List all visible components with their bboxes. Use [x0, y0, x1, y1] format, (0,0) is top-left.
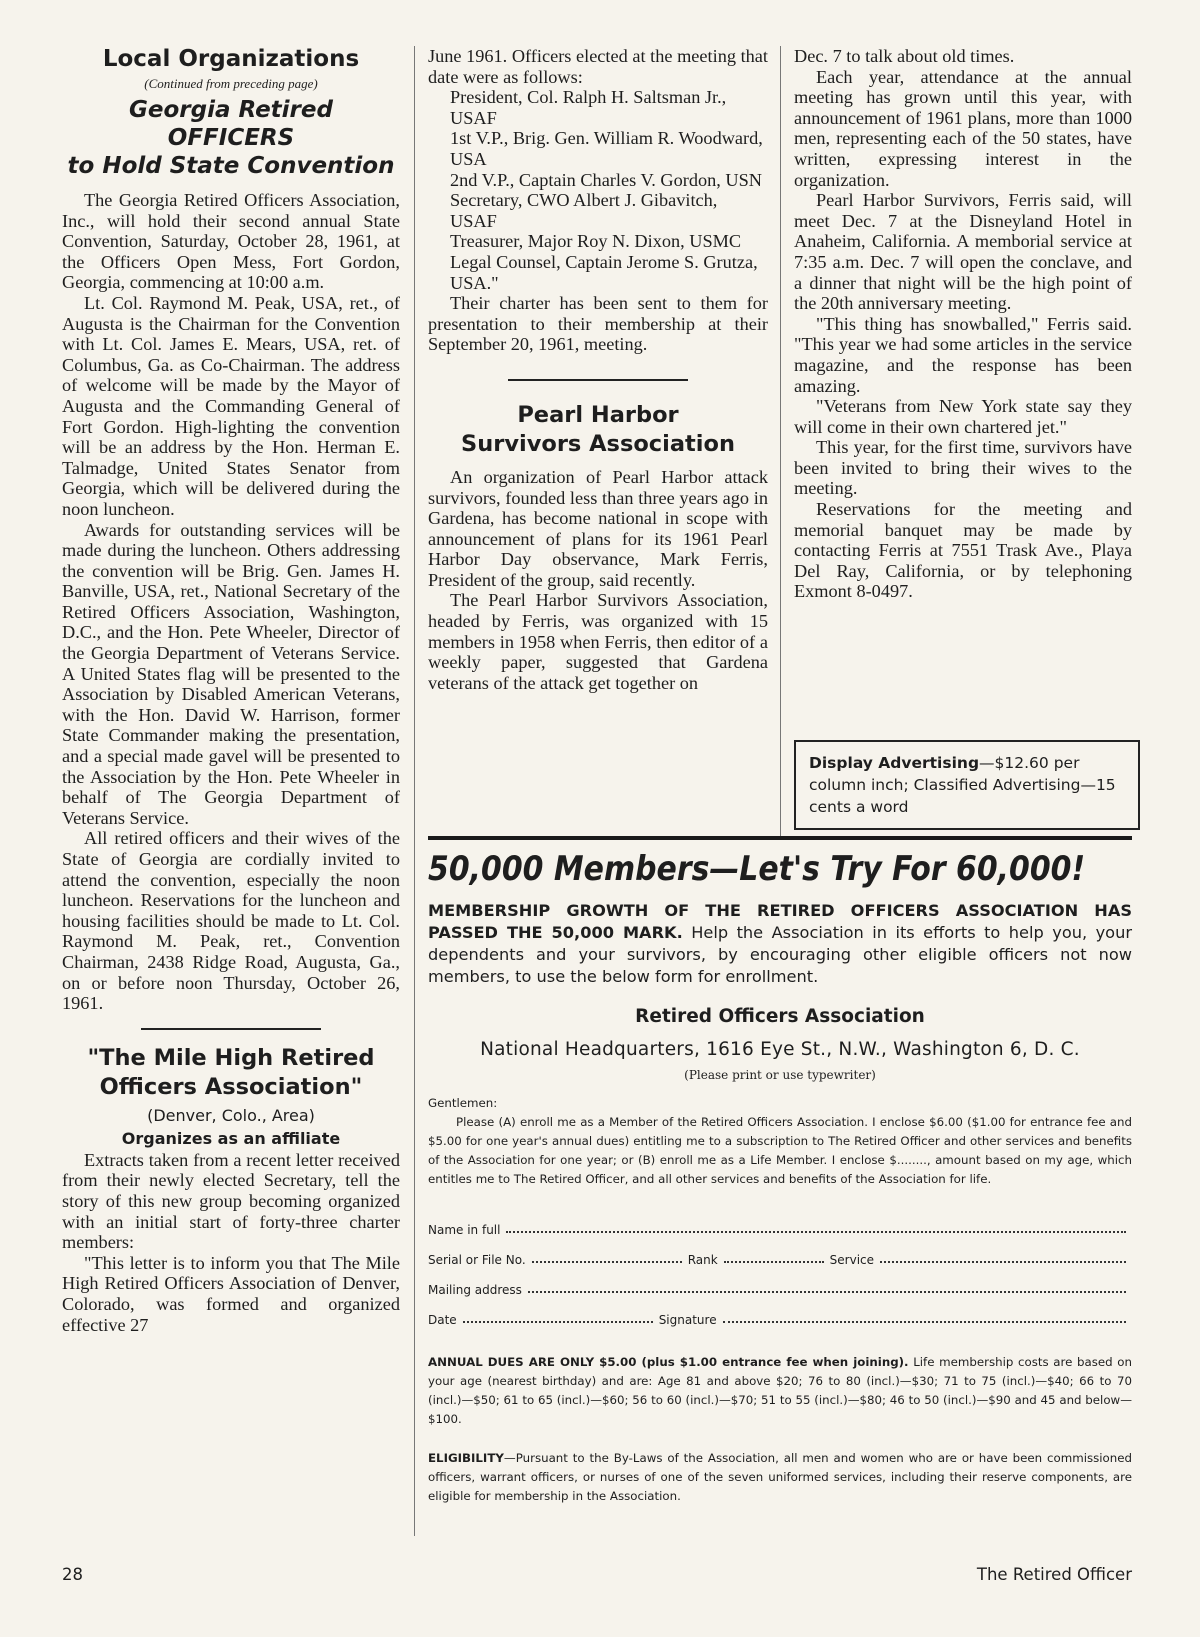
paragraph: Pearl Harbor Survivors, Ferris said, will meet Dec. 7 at the Disneyland Hotel in Anaheim, California. A memborial service at 7:35 a.m. Dec. 7 will open the conclave, and a dinner that night will be the high point of the 20th anniversary meeting. — [794, 190, 1132, 314]
serial-rank-service-row — [428, 1237, 1132, 1267]
divider — [508, 379, 688, 381]
serial-field-label: Serial or File No. — [428, 1253, 526, 1267]
paragraph: Awards for outstanding services will be made during the luncheon. Others addressing the convention will be Brig. Gen. James H. Banville, USA, ret., National Secretary of the Retired Officers Association, Washington, D.C., and the Hon. Pete Wheeler, Director of the Georgia Department of Veterans Service. A United States flag will be presented to the Association by Disabled American Veterans, with the Hon. David W. Harrison, former State Commander making the presentation, and a special made gavel will be presented to the Association by the Hon. Pete Wheeler in behalf of The Georgia Department of Veterans Service. — [62, 519, 400, 828]
page-number: 28 — [62, 1565, 83, 1584]
date-signature-row — [428, 1297, 1132, 1327]
headquarters-address: National Headquarters, 1616 Eye St., N.W., Washington 6, D. C. — [480, 1039, 1080, 1060]
column-right — [794, 46, 1132, 602]
membership-promo — [428, 848, 1132, 1506]
date-field[interactable] — [463, 1321, 653, 1323]
serial-field[interactable] — [532, 1261, 682, 1263]
paragraph: Extracts taken from a recent letter received from their newly elected Secretary, tell the story of this new group becoming organized with an initial start of forty-three charter members: — [62, 1149, 400, 1253]
paragraph: "Veterans from New York state say they will come in their own chartered jet." — [794, 396, 1132, 437]
print-note: (Please print or use typewriter) — [684, 1068, 876, 1082]
section-title: Local Organizations — [102, 46, 360, 72]
promo-headline: 50,000 Members—Let's Try For 60,000! — [428, 849, 1086, 889]
officer-entry: 1st V.P., Brig. Gen. William R. Woodward, USA — [450, 128, 763, 169]
service-field[interactable] — [880, 1261, 1126, 1263]
article-subtitle: (Denver, Colo., Area) — [147, 1105, 315, 1125]
paragraph: Each year, attendance at the annual meeting has grown until this year, with announcement of 1961 plans, more than 1000 men, representing each of the 50 states, have written, expressing interest in the organization. — [794, 66, 1132, 190]
signature-field[interactable] — [723, 1321, 1126, 1323]
service-field-label: Service — [829, 1253, 875, 1267]
paragraph: "This letter is to inform you that The Mile High Retired Officers Association of Denver, Colorado, was formed and organized effective 27 — [62, 1252, 400, 1335]
continued-note: (Continued from preceding page) — [144, 76, 318, 91]
column-left — [62, 46, 400, 1335]
salutation: Gentlemen: — [428, 1096, 498, 1110]
column-rule-left — [414, 46, 415, 1536]
ad-text: —$12.60 per column inch; Classified Advertising—15 cents a word — [809, 754, 1116, 816]
signature-field-label: Signature — [658, 1313, 717, 1327]
article-title-mile-high: "The Mile High Retired Officers Association" — [87, 1044, 375, 1100]
date-field-label: Date — [428, 1313, 457, 1327]
paragraph: All retired officers and their wives of the State of Georgia are cordially invited to attend the convention, especially the noon luncheon. Reservations for the luncheon and housing facilities should be made to Lt. Col. Raymond M. Peak, ret., Convention Chairman, 2438 Ridge Road, Augusta, Ga., on or before noon Thursday, October 26, 1961. — [62, 828, 400, 1014]
paragraph: This year, for the first time, survivors have been invited to bring their wives to the meeting. — [794, 437, 1132, 499]
paragraph: The Georgia Retired Officers Association, Inc., will hold their second annual State Convention, Saturday, October 28, 1961, at the Officers Open Mess, Fort Gordon, Georgia, commencing at 10:00 a.m. — [62, 190, 400, 293]
article-subtitle-bold: Organizes as an affiliate — [121, 1128, 341, 1148]
publication-name: The Retired Officer — [976, 1565, 1132, 1584]
article-title-georgia: Georgia Retired OFFICERS to Hold State Convention — [67, 97, 395, 179]
paragraph: Reservations for the meeting and memorial banquet may be made by contacting Ferris at 7551 Trask Ave., Playa Del Ray, California, or by telephoning Exmont 8-0497. — [794, 499, 1132, 602]
name-field[interactable]: Name in full — [428, 1207, 1132, 1237]
divider — [141, 1028, 321, 1030]
advertising-rates-box — [794, 740, 1140, 830]
officer-entry: 2nd V.P., Captain Charles V. Gordon, USN — [450, 169, 762, 190]
column-middle — [428, 46, 768, 693]
rank-field-label: Rank — [687, 1253, 718, 1267]
officer-entry: President, Col. Ralph H. Saltsman Jr., USAF — [450, 87, 727, 128]
rank-field[interactable] — [724, 1261, 824, 1263]
eligibility: ELIGIBILITY—Pursuant to the By-Laws of the Association, all men and women who are or have been commissioned officers, warrant officers, or nurses of one of the seven uniformed services, including their reserve components, are eligible for membership in the Association. — [428, 1451, 1132, 1503]
officer-entry: Treasurer, Major Roy N. Dixon, USMC — [450, 231, 742, 252]
paragraph: An organization of Pearl Harbor attack survivors, founded less than three years ago in Gardena, has become national in scope with announcement of plans for its 1961 Pearl Harbor Day observance, Mark Ferris, President of the group, said recently. — [428, 466, 768, 590]
paragraph: Their charter has been sent to them for presentation to their membership at their September 20, 1961, meeting. — [428, 293, 768, 355]
paragraph: Dec. 7 to talk about old times. — [794, 46, 1015, 66]
column-rule-right — [780, 46, 781, 836]
organization-name: Retired Officers Association — [635, 1006, 925, 1027]
annual-dues: ANNUAL DUES ARE ONLY $5.00 (plus $1.00 entrance fee when joining). Life membership costs are based on your age (nearest birthday) and are: Age 81 and above $20; 76 to 80 (incl.)—$30; 71 to 75 (incl.)—$40; 66 to 70 (incl.)—$50; 61 to 65 (incl.)—$60; 56 to 60 (incl.)—$70; 51 to 55 (incl.)—$80; 46 to 50 (incl.)—$90 and 45 and below—$100. — [428, 1355, 1132, 1426]
officer-entry: Secretary, CWO Albert J. Gibavitch, USAF — [450, 190, 718, 231]
paragraph: June 1961. Officers elected at the meeting that date were as follows: — [428, 46, 768, 87]
heavy-rule — [428, 836, 1132, 840]
ad-label: Display Advertising — [809, 754, 980, 772]
article-title-pearl-harbor: Pearl Harbor Survivors Association — [461, 401, 735, 457]
paragraph: "This thing has snowballed," Ferris said. "This year we had some articles in the service magazine, and the response has been amazing. — [794, 313, 1132, 396]
paragraph: The Pearl Harbor Survivors Association, headed by Ferris, was organized with 15 members in 1958 when Ferris, then editor of a weekly paper, suggested that Gardena veterans of the attack get together on — [428, 590, 768, 693]
mailing-address-field[interactable]: Mailing address — [428, 1267, 1132, 1297]
officer-entry: Legal Counsel, Captain Jerome S. Grutza, USA." — [450, 251, 758, 293]
promo-intro: MEMBERSHIP GROWTH OF THE RETIRED OFFICERS ASSOCIATION HAS PASSED THE 50,000 MARK. Help the Association in its efforts to help you, your dependents and your survivors, by encouraging other eligible officers not now members, to use the below form for enrollment. — [428, 901, 1132, 986]
paragraph: Lt. Col. Raymond M. Peak, USA, ret., of Augusta is the Chairman for the Convention with Lt. Col. James E. Mears, USA, ret. of Columbus, Ga. as Co-Chairman. The address of welcome will be made by the Mayor of Augusta and the Commanding General of Fort Gordon. High-lighting the convention will be an address by the Hon. Herman E. Talmadge, United States Senator from Georgia, which will be delivered during the noon luncheon. — [62, 292, 400, 519]
enrollment-request: Please (A) enroll me as a Member of the Retired Officers Association. I enclose $6.00 ($1.00 for entrance fee and $5.00 for one year's annual dues) entitling me to a subscription to The Retired Officer and other services and benefits of the Association for one year; or (B) enroll me as a Life Member. I enclose $........, amount based on my age, which entitles me to The Retired Officer, and all other services and benefits of the Association for life. — [428, 1115, 1132, 1186]
